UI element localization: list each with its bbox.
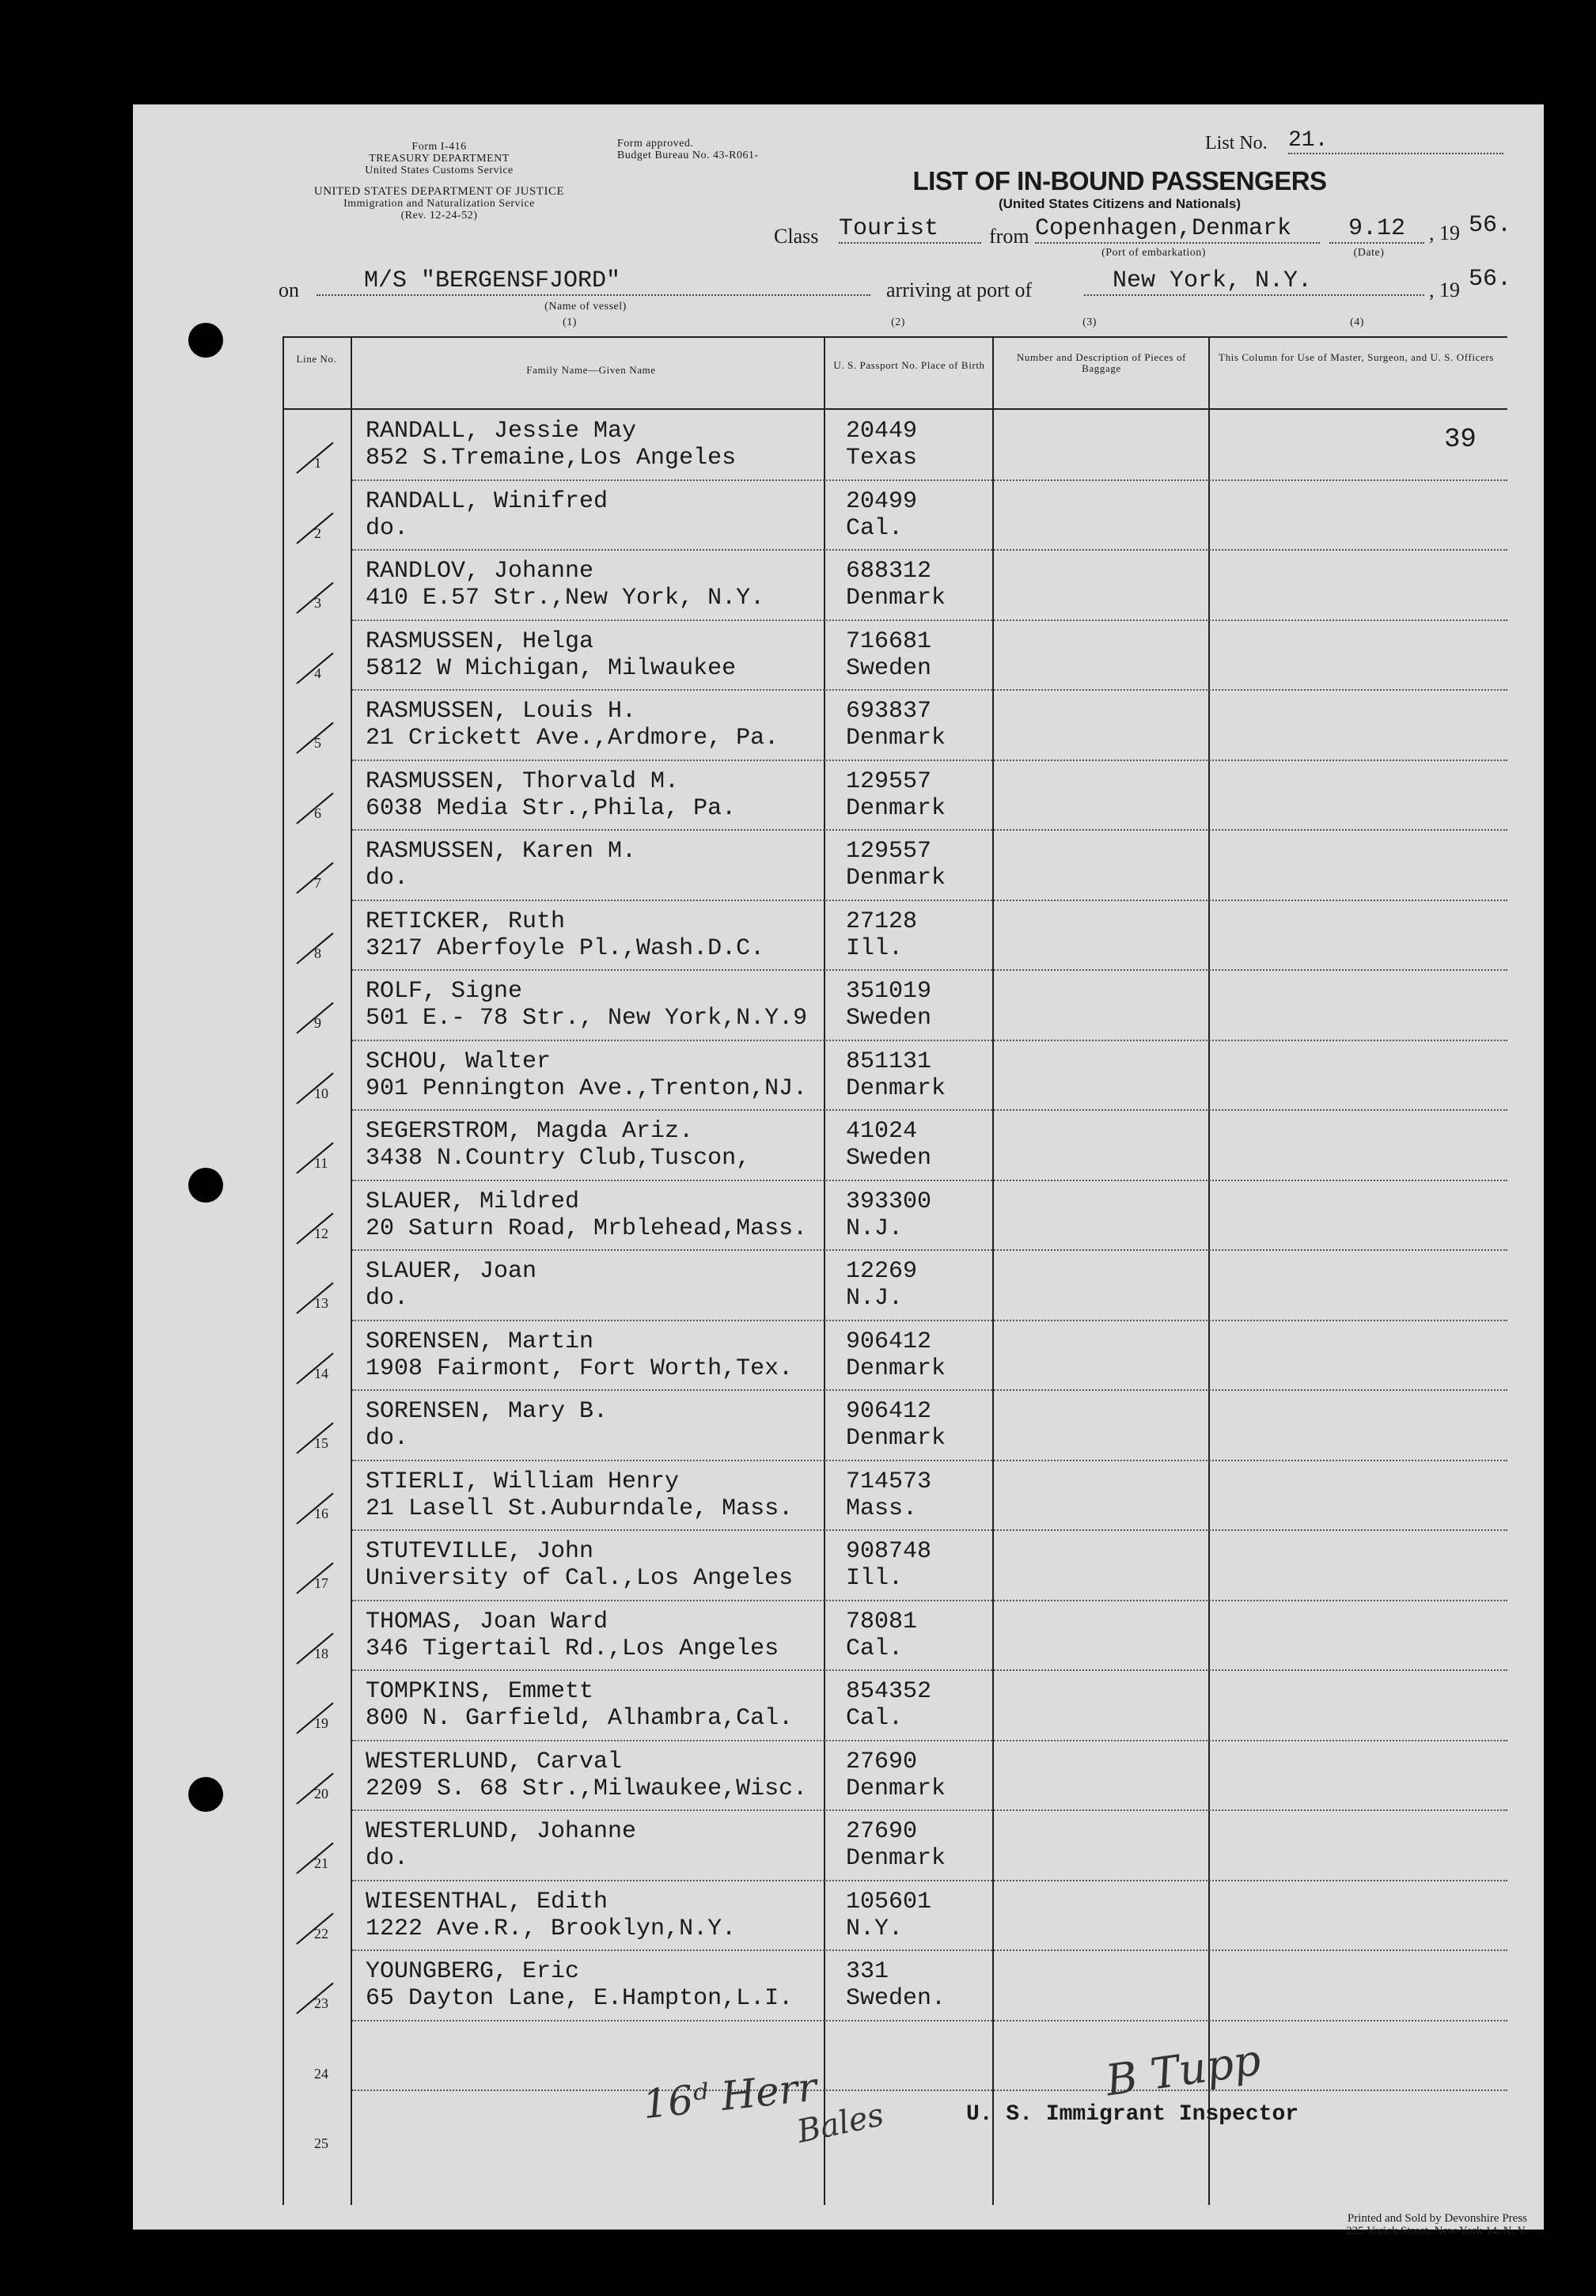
- line-number: 17: [314, 1575, 328, 1591]
- row-divider: [352, 549, 1507, 551]
- row-divider: [352, 1109, 1507, 1111]
- col-1-number: (1): [563, 316, 577, 328]
- passenger-address: 5812 W Michigan, Milwaukee: [366, 654, 737, 682]
- place-of-birth: Denmark: [846, 585, 946, 612]
- col-header-passport: U. S. Passport No. Place of Birth: [833, 359, 985, 371]
- passenger-address: 1908 Fairmont, Fort Worth,Tex.: [366, 1354, 794, 1382]
- line-number: 21: [314, 1855, 328, 1871]
- inspector-label: U. S. Immigrant Inspector: [966, 2102, 1299, 2127]
- passenger-name: SORENSEN, Mary B.: [366, 1398, 608, 1425]
- printer-line-1: Printed and Sold by Devonshire Press: [1347, 2212, 1527, 2225]
- passport-number: 854352: [846, 1678, 932, 1705]
- baggage-divider: [1208, 336, 1210, 2205]
- passport-number: 78081: [846, 1608, 918, 1635]
- row-divider: [352, 1949, 1507, 1951]
- passport-number: 20499: [846, 487, 918, 515]
- passenger-name: WESTERLUND, Johanne: [366, 1818, 637, 1845]
- passport-number: 129557: [846, 767, 932, 795]
- document-subtitle: (United States Citizens and Nationals): [998, 196, 1242, 211]
- passenger-name: WIESENTHAL, Edith: [366, 1888, 608, 1915]
- budget-bureau: Budget Bureau No. 43-R061-: [617, 150, 759, 161]
- passenger-address: do.: [366, 1845, 409, 1872]
- line-number: 5: [314, 735, 321, 751]
- line-number: 18: [314, 1645, 328, 1661]
- line-number: 11: [314, 1155, 328, 1171]
- table-top-border: [282, 336, 1507, 338]
- officer-note: 39: [1444, 425, 1477, 455]
- line-number: 19: [314, 1715, 328, 1731]
- passport-number: 906412: [846, 1328, 932, 1355]
- place-of-birth: Denmark: [846, 1074, 946, 1102]
- revision: (Rev. 12-24-52): [400, 210, 478, 222]
- line-number: 6: [314, 805, 321, 821]
- row-divider: [352, 1460, 1507, 1461]
- passenger-address: University of Cal.,Los Angeles: [366, 1565, 794, 1592]
- passenger-name: RANDLOV, Johanne: [366, 558, 594, 585]
- passport-number: 41024: [846, 1118, 918, 1145]
- passport-number: 688312: [846, 558, 932, 585]
- col-header-baggage: Number and Description of Pieces of Baggage: [1016, 351, 1187, 374]
- line-number: 8: [314, 945, 321, 961]
- line-number: 3: [314, 595, 321, 611]
- line-number: 12: [314, 1225, 328, 1241]
- departure-date: 9.12: [1329, 215, 1424, 244]
- passenger-address: do.: [366, 1285, 409, 1312]
- passenger-name: YOUNGBERG, Eric: [366, 1958, 580, 1985]
- row-divider: [352, 689, 1507, 691]
- place-of-birth: Denmark: [846, 1354, 946, 1382]
- passenger-name: SCHOU, Walter: [366, 1048, 552, 1075]
- passenger-name: ROLF, Signe: [366, 978, 523, 1005]
- passenger-name: RASMUSSEN, Helga: [366, 627, 594, 655]
- place-of-birth: Sweden: [846, 1145, 932, 1172]
- line-number: 24: [314, 2065, 328, 2082]
- col-2-number: (2): [891, 316, 905, 328]
- form-approval: [617, 138, 823, 161]
- place-of-birth: Cal.: [846, 1705, 904, 1732]
- place-of-birth: N.J.: [846, 1285, 904, 1312]
- list-no-value: 21.: [1288, 128, 1503, 154]
- passenger-name: RASMUSSEN, Karen M.: [366, 838, 637, 865]
- customs-service: United States Customs Service: [365, 165, 514, 176]
- list-no-label: List No.: [1205, 133, 1268, 153]
- line-number: 7: [314, 875, 321, 891]
- passport-number: 27690: [846, 1748, 918, 1775]
- row-divider: [352, 1320, 1507, 1321]
- form-header-left: [277, 141, 601, 222]
- passport-number: 906412: [846, 1398, 932, 1425]
- passenger-name: RANDALL, Winifred: [366, 487, 608, 515]
- handwritten-signature: Bales: [794, 2097, 887, 2150]
- treasury-department: TREASURY DEPARTMENT: [369, 153, 510, 165]
- from-label: from: [989, 225, 1029, 248]
- vessel-name: M/S "BERGENSFJORD": [317, 267, 870, 296]
- justice-department: UNITED STATES DEPARTMENT OF JUSTICE: [313, 185, 565, 198]
- passenger-address: 2209 S. 68 Str.,Milwaukee,Wisc.: [366, 1775, 808, 1802]
- line-number: 25: [314, 2135, 328, 2151]
- printer-line-2: 225 Varick Street, New York 14, N. Y.: [1346, 2225, 1527, 2237]
- line-number: 20: [314, 1785, 328, 1802]
- line-number: 2: [314, 525, 321, 541]
- line-number: 23: [314, 1995, 328, 2011]
- line-number: 16: [314, 1505, 328, 1521]
- place-of-birth: Denmark: [846, 865, 946, 892]
- place-of-birth: Mass.: [846, 1495, 918, 1522]
- passenger-name: SLAUER, Mildred: [366, 1188, 580, 1215]
- embarkation-caption: (Port of embarkation): [1101, 247, 1206, 259]
- vessel-caption: (Name of vessel): [544, 301, 627, 313]
- row-divider: [352, 760, 1507, 761]
- year-prefix: , 19: [1429, 222, 1460, 244]
- line-number: 4: [314, 665, 321, 681]
- passport-number: 129557: [846, 838, 932, 865]
- passport-number: 27128: [846, 907, 918, 935]
- passenger-address: 65 Dayton Lane, E.Hampton,L.I.: [366, 1985, 794, 2012]
- printer-imprint: [1234, 2212, 1527, 2237]
- line-number: 1: [314, 455, 321, 471]
- col-header-officers: This Column for Use of Master, Surgeon, and U. S. Officers: [1219, 351, 1494, 363]
- passenger-address: 410 E.57 Str.,New York, N.Y.: [366, 585, 765, 612]
- passenger-address: 501 E.- 78 Str., New York,N.Y.9: [366, 1005, 808, 1032]
- place-of-birth: N.J.: [846, 1214, 904, 1242]
- row-divider: [352, 2090, 1507, 2091]
- class-value: Tourist: [839, 215, 981, 244]
- row-divider: [352, 1389, 1507, 1391]
- row-divider: [352, 1740, 1507, 1741]
- place-of-birth: Denmark: [846, 1845, 946, 1872]
- line-number: 15: [314, 1435, 328, 1451]
- on-label: on: [279, 278, 299, 301]
- passenger-name: SORENSEN, Martin: [366, 1328, 594, 1355]
- passenger-address: 901 Pennington Ave.,Trenton,NJ.: [366, 1074, 808, 1102]
- passport-number: 716681: [846, 627, 932, 655]
- date-caption: (Date): [1353, 247, 1385, 259]
- line-number: 22: [314, 1925, 328, 1942]
- col-3-number: (3): [1082, 316, 1097, 328]
- passenger-name: RANDALL, Jessie May: [366, 418, 637, 445]
- passport-number: 908748: [846, 1538, 932, 1565]
- row-divider: [352, 969, 1507, 971]
- line-no-divider: [351, 336, 352, 2205]
- col-header-line-no: Line No.: [296, 353, 337, 365]
- year-value: 56.: [1469, 212, 1512, 239]
- row-divider: [352, 829, 1507, 831]
- passenger-address: 3217 Aberfoyle Pl.,Wash.D.C.: [366, 934, 765, 962]
- row-divider: [352, 900, 1507, 901]
- row-divider: [352, 1669, 1507, 1671]
- passport-number: 693837: [846, 698, 932, 725]
- form-number: Form I-416: [411, 141, 467, 153]
- arrival-port: New York, N.Y.: [1084, 267, 1424, 296]
- line-number: 14: [314, 1365, 328, 1381]
- passport-number: 27690: [846, 1818, 918, 1845]
- row-divider: [352, 1249, 1507, 1251]
- passenger-name: STUTEVILLE, John: [366, 1538, 594, 1565]
- passport-number: 20449: [846, 418, 918, 445]
- approval-line: Form approved.: [617, 138, 694, 150]
- row-divider: [352, 1180, 1507, 1181]
- row-divider: [352, 1809, 1507, 1811]
- ins-service: Immigration and Naturalization Service: [343, 198, 535, 210]
- punch-hole: [188, 323, 223, 358]
- passenger-address: do.: [366, 865, 409, 892]
- place-of-birth: Cal.: [846, 514, 904, 542]
- line-number: 13: [314, 1295, 328, 1311]
- passenger-address: 1222 Ave.R., Brooklyn,N.Y.: [366, 1915, 737, 1942]
- passenger-address: 346 Tigertail Rd.,Los Angeles: [366, 1635, 779, 1662]
- passenger-address: do.: [366, 514, 409, 542]
- passport-number: 351019: [846, 978, 932, 1005]
- place-of-birth: Denmark: [846, 1425, 946, 1452]
- passenger-address: 6038 Media Str.,Phila, Pa.: [366, 794, 737, 822]
- passenger-address: 800 N. Garfield, Alhambra,Cal.: [366, 1705, 794, 1732]
- punch-hole: [188, 1168, 223, 1203]
- passenger-name: RASMUSSEN, Louis H.: [366, 698, 637, 725]
- col-header-name: Family Name—Given Name: [526, 364, 656, 376]
- row-divider: [352, 619, 1507, 621]
- passport-number: 331: [846, 1958, 889, 1985]
- document-title: LIST OF IN-BOUND PASSENGERS: [912, 166, 1327, 195]
- passenger-name: SLAUER, Joan: [366, 1258, 537, 1285]
- table-header-border: [282, 408, 1507, 410]
- place-of-birth: N.Y.: [846, 1915, 904, 1942]
- passport-number: 851131: [846, 1048, 932, 1075]
- place-of-birth: Denmark: [846, 725, 946, 752]
- place-of-birth: Cal.: [846, 1635, 904, 1662]
- passport-number: 714573: [846, 1468, 932, 1495]
- passport-number: 12269: [846, 1258, 918, 1285]
- row-divider: [352, 1040, 1507, 1041]
- place-of-birth: Sweden.: [846, 1985, 946, 2012]
- passenger-name: STIERLI, William Henry: [366, 1468, 680, 1495]
- inspector-signature: B Tupp: [1102, 2034, 1264, 2106]
- port-of-embarkation: Copenhagen,Denmark: [1035, 215, 1320, 244]
- place-of-birth: Sweden: [846, 654, 932, 682]
- class-label: Class: [774, 225, 819, 248]
- row-divider: [352, 479, 1507, 481]
- passenger-name: SEGERSTROM, Magda Ariz.: [366, 1118, 694, 1145]
- name-divider: [824, 336, 825, 2205]
- passenger-name: TOMPKINS, Emmett: [366, 1678, 594, 1705]
- col-4-number: (4): [1350, 316, 1364, 328]
- passenger-address: 852 S.Tremaine,Los Angeles: [366, 445, 737, 472]
- line-number: 9: [314, 1015, 321, 1031]
- passenger-address: 21 Lasell St.Auburndale, Mass.: [366, 1495, 794, 1522]
- passenger-address: 3438 N.Country Club,Tuscon,: [366, 1145, 751, 1172]
- row-divider: [352, 1600, 1507, 1601]
- punch-hole: [188, 1777, 223, 1812]
- place-of-birth: Denmark: [846, 794, 946, 822]
- year-value-2: 56.: [1469, 266, 1512, 293]
- passenger-address: 21 Crickett Ave.,Ardmore, Pa.: [366, 725, 779, 752]
- row-divider: [352, 1529, 1507, 1531]
- place-of-birth: Sweden: [846, 1005, 932, 1032]
- row-divider: [352, 1880, 1507, 1881]
- passenger-table: [282, 336, 1507, 2205]
- passport-number: 393300: [846, 1188, 932, 1215]
- place-of-birth: Texas: [846, 445, 918, 472]
- passenger-name: RASMUSSEN, Thorvald M.: [366, 767, 680, 795]
- passenger-name: WESTERLUND, Carval: [366, 1748, 623, 1775]
- passenger-name: THOMAS, Joan Ward: [366, 1608, 608, 1635]
- place-of-birth: Ill.: [846, 934, 904, 962]
- passenger-address: 20 Saturn Road, Mrblehead,Mass.: [366, 1214, 808, 1242]
- row-divider: [352, 2020, 1507, 2021]
- table-left-border: [282, 336, 284, 2205]
- passport-number: 105601: [846, 1888, 932, 1915]
- year-prefix-2: , 19: [1429, 278, 1460, 301]
- place-of-birth: Ill.: [846, 1565, 904, 1592]
- passenger-name: RETICKER, Ruth: [366, 907, 566, 935]
- line-number: 10: [314, 1085, 328, 1101]
- arriving-label: arriving at port of: [886, 278, 1033, 301]
- handwritten-signature: 16ᵈ Herr: [640, 2063, 819, 2128]
- place-of-birth: Denmark: [846, 1775, 946, 1802]
- passenger-address: do.: [366, 1425, 409, 1452]
- passport-divider: [992, 336, 994, 2205]
